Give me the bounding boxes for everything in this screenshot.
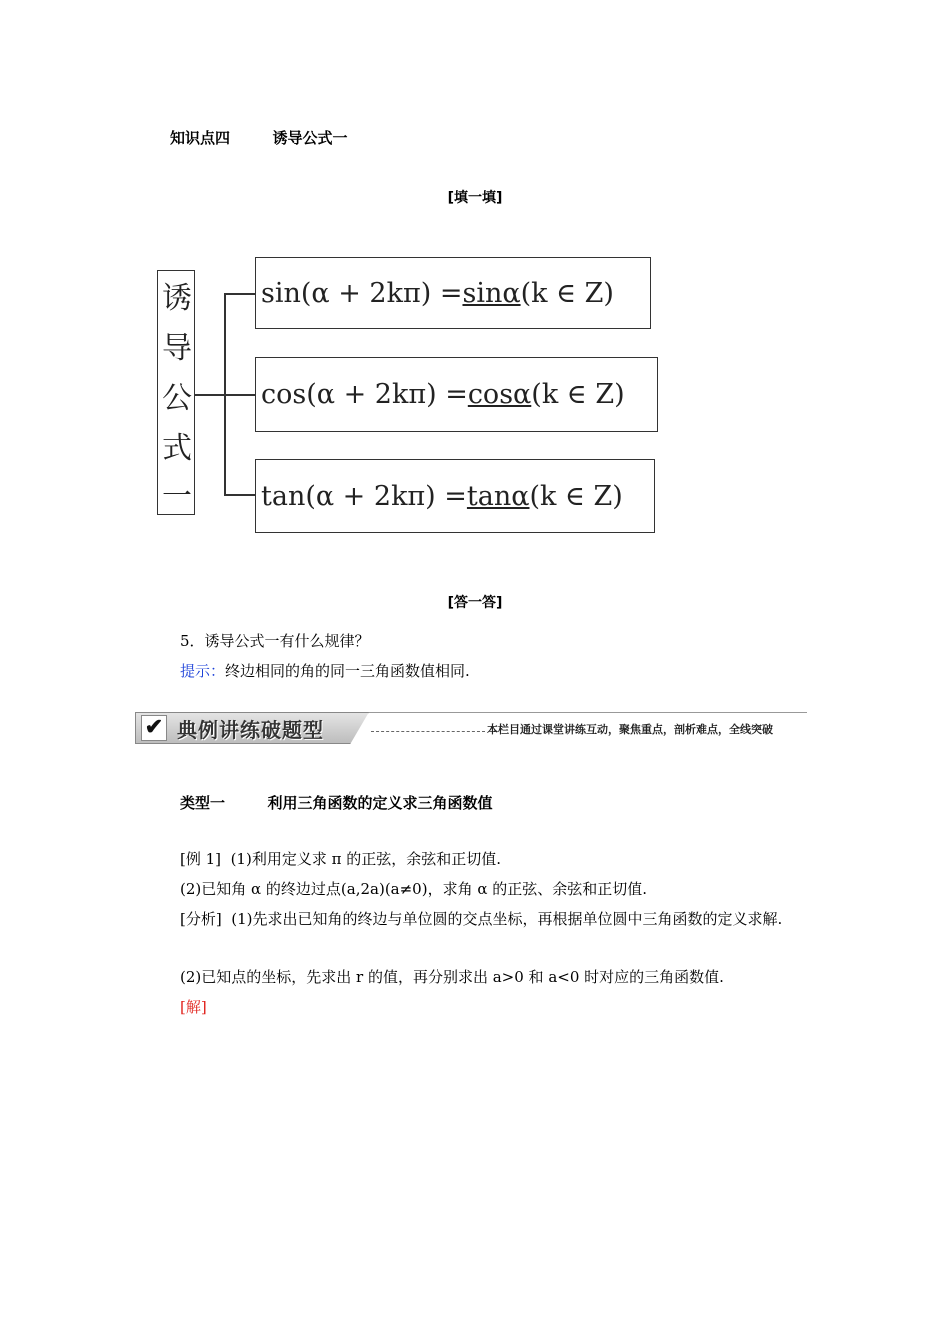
solution-label: [解] — [180, 998, 207, 1016]
analysis-part1 — [138, 908, 818, 930]
vertical-title-box — [157, 270, 195, 515]
example-part2: (2)已知角 α 的终边过点(a,2a)(a≠0)，求角 α 的正弦、余弦和正切值. — [180, 880, 648, 898]
connector-line — [224, 494, 256, 496]
check-icon: ✔ — [141, 715, 167, 741]
banner-dashed-line — [371, 731, 485, 732]
vertical-char: 公 — [162, 381, 192, 416]
type-title: 利用三角函数的定义求三角函数值 — [267, 794, 493, 812]
formula-rhs: (k ∈ Z) — [531, 379, 625, 410]
section-number: 知识点四 — [170, 129, 231, 147]
formula-lhs: sin(α + 2kπ) = — [261, 277, 463, 309]
vertical-char: 式 — [162, 431, 192, 466]
hint-label: 提示： — [180, 662, 226, 680]
formula-answer: cosα — [467, 379, 532, 410]
formula-answer: sinα — [462, 277, 521, 309]
vertical-char: 诱 — [162, 281, 192, 316]
type-number: 类型一 — [180, 794, 226, 812]
section-title: 诱导公式一 — [272, 129, 348, 147]
analysis-part2: (2)已知点的坐标，先求出 r 的值，再分别求出 a>0 和 a<0 时对应的三角函数值. — [180, 968, 724, 986]
analysis-part1-text: (1)先求出已知角的终边与单位圆的交点坐标，再根据单位圆中三角函数的定义求解. — [231, 910, 783, 928]
banner-title: 典例讲练破题型 — [177, 718, 324, 742]
section-heading — [170, 127, 348, 148]
formula-box-sin — [255, 257, 651, 329]
fill-tag: [填一填] — [447, 190, 503, 206]
formula-lhs: tan(α + 2kπ) = — [261, 480, 467, 512]
example-part1-text: (1)利用定义求 π 的正弦，余弦和正切值. — [230, 850, 501, 868]
formula-rhs: (k ∈ Z) — [520, 277, 614, 309]
banner-subtitle: 本栏目通过课堂讲练互动，聚焦重点，剖析难点，全线突破 — [487, 723, 773, 736]
question-text: 5．诱导公式一有什么规律？ — [180, 632, 370, 650]
connector-line — [224, 293, 256, 295]
formula-lhs: cos(α + 2kπ) = — [261, 379, 468, 410]
vertical-char: 一 — [162, 479, 192, 514]
answer-tag: [答一答] — [447, 595, 503, 611]
example-part1 — [180, 848, 501, 870]
formula-box-cos — [255, 357, 658, 432]
hint-text: 终边相同的角的同一三角函数值相同. — [225, 662, 470, 680]
formula-answer: tanα — [466, 480, 530, 512]
section-banner — [135, 712, 807, 744]
connector-line — [195, 394, 225, 396]
connector-line — [224, 394, 256, 396]
vertical-char: 导 — [162, 331, 192, 366]
formula-rhs: (k ∈ Z) — [529, 480, 623, 512]
type-heading — [180, 792, 493, 813]
hint — [180, 660, 470, 682]
formula-box-tan — [255, 459, 655, 533]
analysis-label: [分析] — [180, 910, 222, 928]
example-label: [例 1] — [180, 850, 222, 868]
